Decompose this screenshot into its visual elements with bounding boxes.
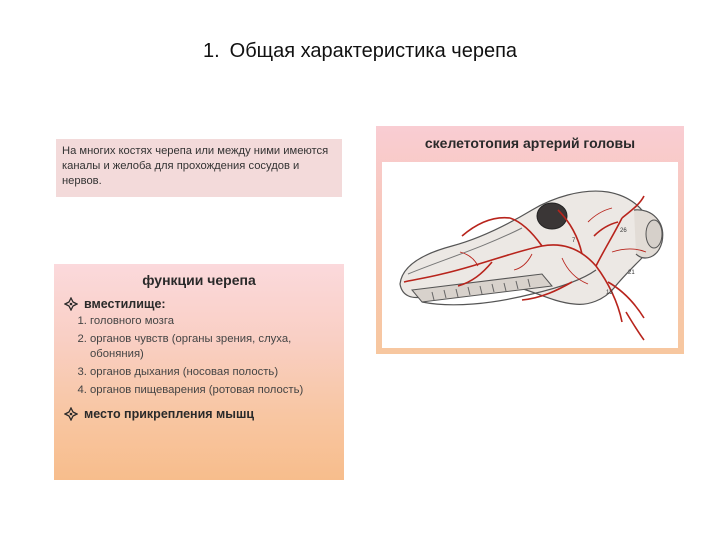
slide-title-text: Общая характеристика черепа [229, 40, 518, 62]
bullet-container [64, 297, 334, 311]
figure-caption: скелетотопия артерий головы [424, 135, 636, 151]
diamond-bullet-icon [64, 297, 78, 311]
svg-text:26: 26 [620, 228, 627, 234]
list-item: 1. головного мозга [90, 314, 334, 329]
list-item: 2. органов чувств (органы зрения, слуха, обоняния) [90, 332, 334, 362]
bullet-muscles-label: место прикрепления мышц [84, 407, 255, 421]
artery-figure-panel [376, 126, 684, 354]
horse-skull-image [382, 162, 678, 348]
bullet-muscles [64, 407, 334, 421]
slide-title-number: 1. [202, 40, 220, 62]
svg-text:13: 13 [606, 290, 613, 296]
functions-heading: функции черепа [142, 272, 256, 288]
list-item: 4. органов пищеварения (ротовая полость) [90, 383, 334, 398]
bullet-container-label: вместилище: [84, 297, 166, 311]
container-list [64, 314, 334, 398]
svg-text:7: 7 [572, 238, 576, 244]
info-note-text: На многих костях черепа или между ними имеются каналы и желоба для прохождения сосудов и нервов. [62, 145, 329, 187]
list-item: 3. органов дыхания (носовая полость) [90, 365, 334, 380]
svg-text:21: 21 [628, 270, 635, 276]
info-note [56, 139, 342, 197]
slide-title [0, 40, 720, 63]
skull-functions-panel [54, 264, 344, 480]
diamond-bullet-icon [64, 407, 78, 421]
skull-illustration [382, 162, 678, 348]
